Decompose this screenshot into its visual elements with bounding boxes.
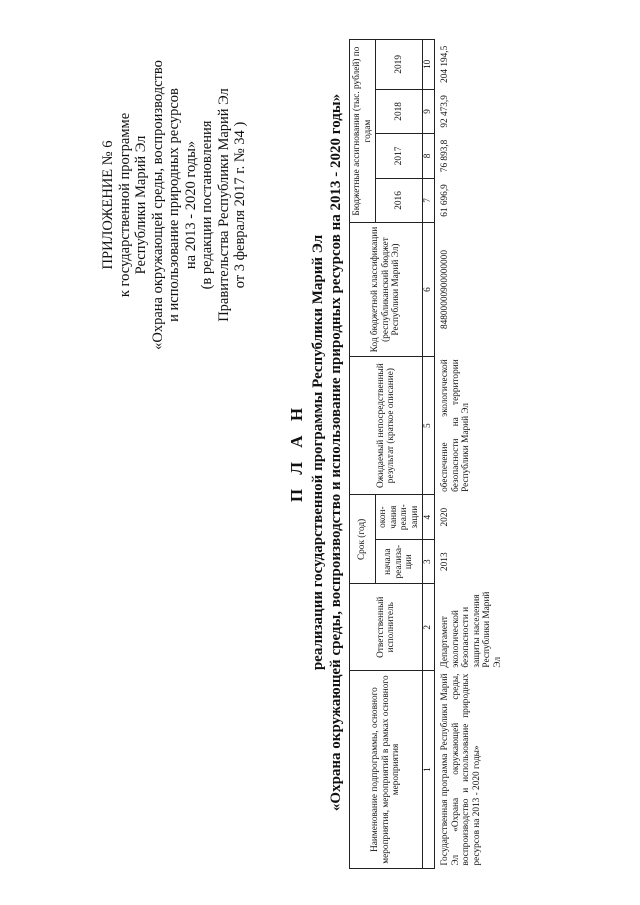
- appendix-date: от 3 февраля 2017 г. № 34 ): [232, 121, 248, 289]
- appendix-line: Республики Марий Эл: [133, 135, 149, 275]
- appendix-line: «Охрана окружающей среды, воспроизводство: [149, 60, 166, 350]
- header-code: Код бюджетной классификации (республиканский бюджет Республики Марий Эл): [350, 223, 423, 357]
- column-number: 2: [423, 584, 435, 671]
- header-term-end: окон-чания реали-зации: [376, 495, 423, 540]
- start-year-cell: 2013: [440, 552, 450, 571]
- column-number: 3: [423, 539, 435, 584]
- header-year-2016: 2016: [376, 178, 423, 223]
- end-year-cell: 2020: [440, 507, 450, 527]
- header-name: Наименование подпрограммы, основного мероприятия, мероприятий в рамках основного мероприятия: [350, 671, 423, 869]
- column-number: 1: [423, 671, 435, 869]
- executor-cell: Департамент экологической безопасности и защиты населения Республики Марий Эл: [440, 591, 503, 668]
- column-number: 9: [423, 89, 435, 134]
- budget-code-cell: 84800000900000000: [440, 250, 450, 330]
- result-cell: обеспечение экологической безопасности на территории Республики Марий Эл: [440, 359, 471, 492]
- header-term-start: начала реализа-ции: [376, 539, 423, 584]
- header-budget: Бюджетные ассигнования (тыс. рублей) по годам: [350, 40, 376, 223]
- column-number: 8: [423, 134, 435, 179]
- plan-table: [349, 39, 505, 869]
- budget-2016-cell: 61 696,9: [440, 184, 450, 217]
- header-year-2019: 2019: [376, 40, 423, 90]
- budget-2018-cell: 92 473,9: [440, 95, 450, 128]
- plan-subtitle: реализации государственной программы Республики Марий Эл: [310, 234, 326, 671]
- appendix-number: ПРИЛОЖЕНИЕ № 6: [100, 140, 116, 270]
- column-number: 7: [423, 178, 435, 223]
- header-year-2018: 2018: [376, 89, 423, 134]
- budget-2019-cell: 204 194,5: [440, 45, 450, 83]
- appendix-line: (в редакции постановления: [199, 120, 215, 290]
- header-executor: Ответственный исполнитель: [350, 584, 423, 671]
- column-number: 6: [423, 223, 435, 357]
- header-year-2017: 2017: [376, 134, 423, 179]
- plan-title: П Л А Н: [287, 402, 306, 503]
- budget-2017-cell: 76 893,8: [440, 139, 450, 173]
- appendix-line: на 2013 - 2020 годы»: [182, 140, 199, 270]
- column-number: 4: [423, 495, 435, 540]
- column-number: 10: [423, 40, 435, 90]
- column-number-row: [423, 40, 435, 869]
- table-row: [435, 40, 506, 869]
- header-result: Ожидаемый непосредственный результат (краткое описание): [350, 356, 423, 495]
- appendix-line: Правительства Республики Марий Эл: [215, 88, 232, 322]
- appendix-line: к государственной программе: [116, 112, 133, 298]
- plan-program-name: «Охрана окружающей среды, воспроизводство и использование природных ресурсов на 2013 - 2020 годы»: [328, 93, 344, 812]
- program-name-cell: Государственная программа Республики Марий Эл «Охрана окружающей среды, воспроизводство и использование природных ресурсов на 2013 - 2020 годы»: [440, 673, 482, 866]
- header-term: Срок (год): [350, 495, 376, 584]
- appendix-line: и использование природных ресурсов: [166, 88, 182, 322]
- column-number: 5: [423, 356, 435, 495]
- appendix-header: [100, 25, 249, 385]
